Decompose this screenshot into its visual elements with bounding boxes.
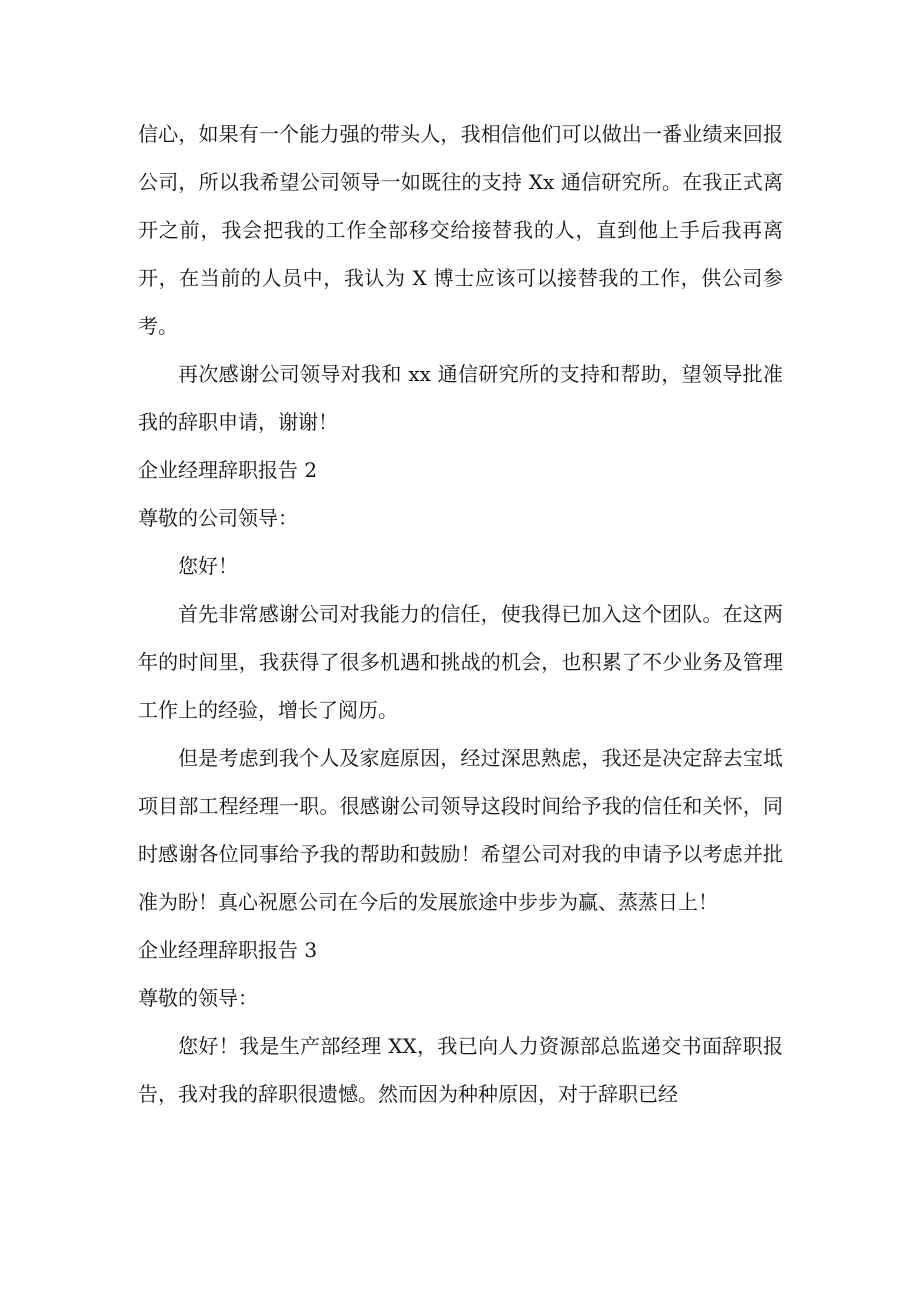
paragraph-appreciation: 首先非常感谢公司对我能力的信任，使我得已加入这个团队。在这两年的时间里，我获得了很多机遇和挑战的机会，也积累了不少业务及管理工作上的经验，增长了阅历。 [138,602,783,722]
section-heading-2: 企业经理辞职报告 2 [138,458,318,482]
paragraph-resignation-reason: 但是考虑到我个人及家庭原因，经过深思熟虑，我还是决定辞去宝坻项目部工程经理一职。很感谢公司领导这段时间给予我的信任和关怀，同时感谢各位同事给予我的帮助和鼓励！希望公司对我的申请予以考虑并批准为盼！真心祝愿公司在今后的发展旅途中步步为赢、蒸蒸日上！ [138,746,783,914]
greeting-2: 您好！ [178,554,238,578]
paragraph-production-manager: 您好！我是生产部经理 XX，我已向人力资源部总监递交书面辞职报告，我对我的辞职很遗憾。然而因为种种原因，对于辞职已经 [138,1034,783,1106]
salutation-3: 尊敬的领导： [138,986,258,1010]
document-body [138,110,783,1118]
salutation-2: 尊敬的公司领导： [138,506,298,530]
section-heading-3: 企业经理辞职报告 3 [138,938,318,962]
paragraph-thanks: 再次感谢公司领导对我和 xx 通信研究所的支持和帮助，望领导批准我的辞职申请，谢谢！ [138,362,783,434]
paragraph-continuation: 信心，如果有一个能力强的带头人，我相信他们可以做出一番业绩来回报公司，所以我希望公司领导一如既往的支持 Xx 通信研究所。在我正式离开之前，我会把我的工作全部移交给接替我的人，直到他上手后我再离开，在当前的人员中，我认为 X 博士应该可以接替我的工作，供公司参考。 [138,122,783,338]
